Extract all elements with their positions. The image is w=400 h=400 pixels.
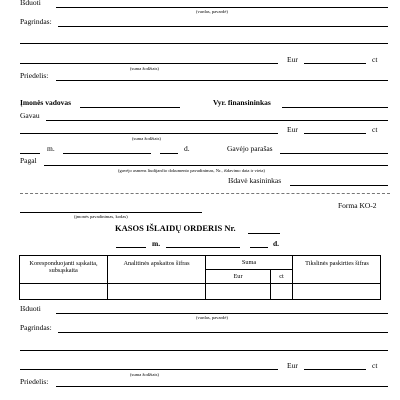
- bottom-amount-line[interactable]: [20, 369, 278, 370]
- col-ct: ct: [279, 273, 284, 280]
- amount-hint: (suma žodžiais): [130, 66, 159, 71]
- order-day-suffix: d.: [273, 239, 280, 248]
- chief-accountant-line[interactable]: [282, 107, 388, 108]
- per-label: Pagal: [20, 156, 37, 165]
- received-label: Gavau: [20, 111, 40, 120]
- company-line[interactable]: [20, 212, 202, 213]
- order-number-line[interactable]: [248, 233, 280, 234]
- received-ct-label: ct: [372, 125, 378, 134]
- basis-label: Pagrindas:: [20, 17, 52, 26]
- received-amount-hint: (suma žodžiais): [132, 136, 161, 141]
- bottom-eur-line[interactable]: [304, 369, 366, 370]
- form-code: Forma KO-2: [338, 201, 377, 210]
- received-line[interactable]: [46, 120, 388, 121]
- order-year-suffix: m.: [152, 239, 161, 248]
- per-line[interactable]: [44, 165, 388, 166]
- attachment-line[interactable]: [56, 80, 388, 81]
- per-hint: (gavėjo asmens liudijančio dokumento pavadinimas, Nr., išdavimo data ir vieta): [118, 168, 265, 173]
- issued-hint: (vardas, pavardė): [196, 9, 228, 14]
- received-eur-label: Eur: [287, 125, 298, 134]
- bottom-ct-label: ct: [372, 361, 378, 370]
- amount-words-line[interactable]: [20, 63, 278, 64]
- table-sum-header-divider: [205, 269, 292, 270]
- issued-label: Išduoti: [20, 0, 41, 7]
- bottom-attachment-line[interactable]: [56, 386, 388, 387]
- head-label: Įmonės vadovas: [20, 98, 72, 107]
- year-prefix-line[interactable]: [20, 153, 40, 154]
- month-line[interactable]: [63, 153, 151, 154]
- bottom-eur-label: Eur: [287, 361, 298, 370]
- basis-line[interactable]: [58, 26, 388, 27]
- cashier-line[interactable]: [290, 185, 388, 186]
- bottom-basis-label: Pagrindas:: [20, 323, 52, 332]
- order-title: KASOS IŠLAIDŲ ORDERIS Nr.: [115, 223, 236, 233]
- cut-line: [20, 193, 390, 194]
- head-signature-line[interactable]: [80, 107, 180, 108]
- cashier-label: Išdavė kasininkas: [228, 176, 282, 185]
- chief-accountant-label: Vyr. finansininkas: [213, 98, 271, 107]
- day-line[interactable]: [160, 153, 178, 154]
- bottom-issued-hint: (vardas, pavardė): [196, 315, 228, 320]
- col-sum: Suma: [241, 259, 257, 266]
- order-year-line[interactable]: [116, 247, 146, 248]
- order-month-line[interactable]: [166, 247, 240, 248]
- company-hint: (įmonės pavadinimas, kodas): [74, 214, 128, 219]
- basis-line-2[interactable]: [20, 43, 388, 44]
- receiver-signature-line[interactable]: [280, 153, 388, 154]
- bottom-issued-label: Išduoti: [20, 304, 41, 313]
- bottom-issued-line[interactable]: [56, 313, 388, 314]
- order-day-line[interactable]: [250, 247, 268, 248]
- ct-label: ct: [372, 55, 378, 64]
- bottom-basis-line[interactable]: [58, 332, 388, 333]
- col-analytic: Analitinės apskaitos šifras: [123, 260, 190, 267]
- eur-label: Eur: [287, 55, 298, 64]
- table-header-bottom: [19, 283, 381, 284]
- bottom-amount-hint: (suma žodžiais): [130, 372, 159, 377]
- attachment-label: Priedelis:: [20, 71, 49, 80]
- received-amount-line[interactable]: [20, 133, 278, 134]
- col-corresponding: Koresponduojanti sąskaita, subsąskaita: [29, 260, 98, 274]
- bottom-basis-line-2[interactable]: [20, 350, 388, 351]
- year-suffix: m.: [47, 144, 55, 153]
- day-suffix: d.: [184, 144, 190, 153]
- bottom-attachment-label: Priedelis:: [20, 377, 49, 386]
- issued-line[interactable]: [56, 7, 388, 8]
- eur-line[interactable]: [304, 63, 366, 64]
- receiver-signature-label: Gavėjo parašas: [227, 144, 273, 153]
- received-eur-line[interactable]: [304, 133, 366, 134]
- col-eur: Eur: [233, 273, 243, 280]
- col-purpose: Tikslinės paskirties šifras: [305, 260, 369, 267]
